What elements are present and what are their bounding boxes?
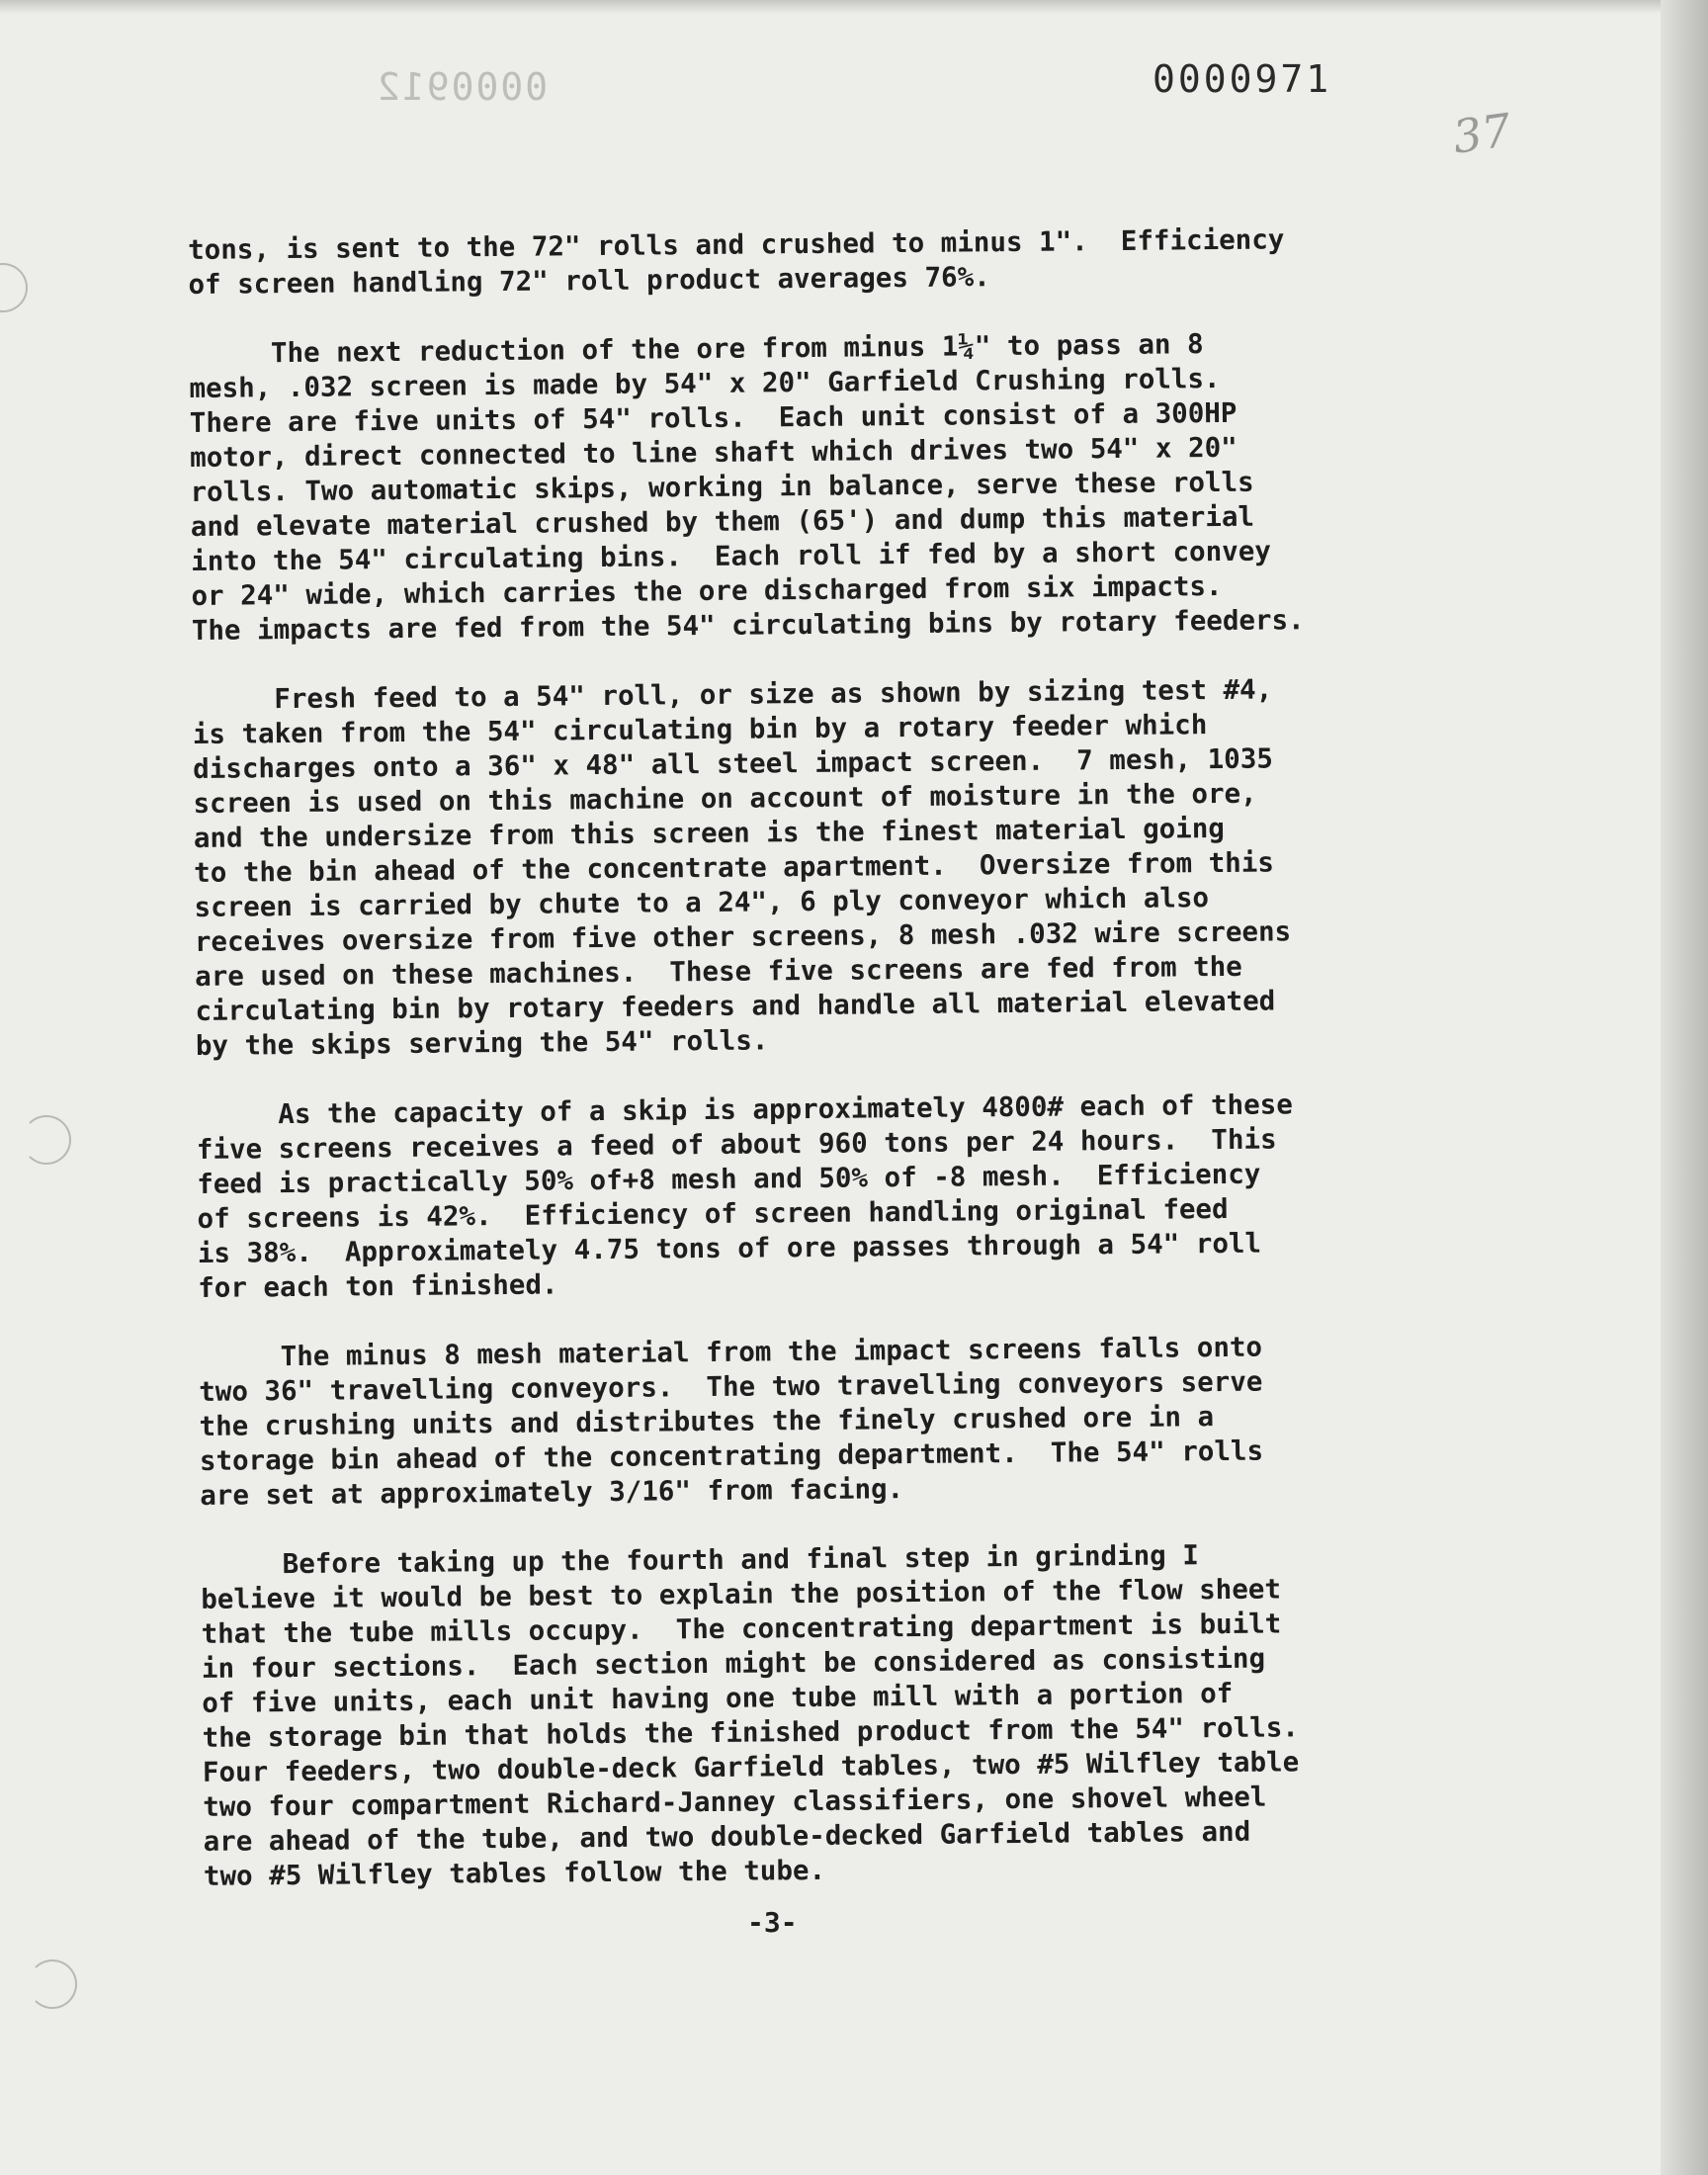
text-line: by the skips serving the 54" rolls. bbox=[195, 1024, 769, 1062]
paragraph-2 bbox=[189, 323, 1655, 649]
text-line: The minus 8 mesh material from the impact screens falls onto bbox=[198, 1331, 1263, 1373]
paragraph-4 bbox=[196, 1085, 1661, 1306]
text-line: There are five units of 54" rolls. Each unit consist of a 300HP bbox=[189, 396, 1238, 439]
text-line: the storage bin that holds the finished product from the 54" rolls. bbox=[202, 1711, 1299, 1754]
text-line: two 36" travelling conveyors. The two travelling conveyors serve bbox=[199, 1365, 1263, 1408]
text-line: As the capacity of a skip is approximately 4800# each of these bbox=[196, 1088, 1293, 1131]
text-line: into the 54" circulating bins. Each roll if fed by a short convey bbox=[191, 535, 1272, 577]
paragraph-6 bbox=[201, 1534, 1666, 1894]
text-line: storage bin ahead of the concentrating department. The 54" rolls bbox=[199, 1435, 1264, 1477]
text-line: two #5 Wilfley tables follow the tube. bbox=[203, 1854, 826, 1892]
paragraph-1 bbox=[188, 219, 1652, 303]
page-top-edge bbox=[0, 0, 1708, 14]
page-number: -3- bbox=[747, 1906, 798, 1939]
text-line: five screens receives a feed of about 960 tons per 24 hours. This bbox=[196, 1123, 1277, 1166]
text-line: of five units, each unit having one tube mill with a portion of bbox=[202, 1677, 1234, 1719]
text-line: to the bin ahead of the concentrate apartment. Oversize from this bbox=[194, 846, 1275, 889]
text-line: or 24" wide, which carries the ore discharged from six impacts. bbox=[191, 569, 1223, 612]
punch-hole-top bbox=[0, 263, 28, 312]
text-line: two four compartment Richard-Janney classifiers, one shovel wheel bbox=[203, 1781, 1267, 1823]
text-line: The impacts are fed from the 54" circulating bins by rotary feeders. bbox=[191, 604, 1305, 647]
text-line: receives oversize from five other screens, 8 mesh .032 wire screens bbox=[194, 915, 1292, 958]
text-line: the crushing units and distributes the finely crushed ore in a bbox=[199, 1401, 1215, 1442]
bleed-through-number: 0000912 bbox=[376, 65, 549, 109]
text-line: that the tube mills occupy. The concentrating department is built bbox=[201, 1608, 1282, 1650]
text-line: circulating bin by rotary feeders and handle all material elevated bbox=[195, 985, 1276, 1027]
paragraph-3 bbox=[192, 669, 1659, 1064]
text-line: discharges onto a 36" x 48" all steel impact screen. 7 mesh, 1035 bbox=[193, 742, 1274, 785]
text-line: motor, direct connected to line shaft which drives two 54" x 20" bbox=[190, 431, 1238, 474]
text-line: of screens is 42%. Efficiency of screen handling original feed bbox=[197, 1192, 1229, 1235]
text-line: Fresh feed to a 54" roll, or size as shown by sizing test #4, bbox=[192, 673, 1273, 716]
text-line: and the undersize from this screen is the finest material going bbox=[193, 812, 1226, 854]
punch-hole-bottom bbox=[28, 1959, 77, 2009]
text-line: for each ton finished. bbox=[198, 1268, 558, 1304]
text-line: are set at approximately 3/16" from facing. bbox=[200, 1473, 904, 1512]
text-line: Four feeders, two double-deck Garfield tables, two #5 Wilfley table bbox=[202, 1746, 1300, 1788]
paragraph-5 bbox=[199, 1327, 1664, 1514]
text-line: tons, is sent to the 72" rolls and crushed to minus 1". Efficiency bbox=[188, 223, 1285, 266]
text-line: feed is practically 50% of+8 mesh and 50% of -8 mesh. Efficiency bbox=[197, 1158, 1261, 1200]
text-line: is 38%. Approximately 4.75 tons of ore passes through a 54" roll bbox=[197, 1227, 1262, 1269]
handwritten-mark: 37 bbox=[1449, 103, 1515, 164]
punch-hole-middle bbox=[22, 1115, 71, 1165]
text-line: Before taking up the fourth and final step in grinding I bbox=[200, 1539, 1199, 1581]
document-number: 0000971 bbox=[1153, 57, 1332, 101]
text-line: are used on these machines. These five screens are fed from the bbox=[195, 950, 1242, 993]
text-line: believe it would be best to explain the position of the flow sheet bbox=[201, 1573, 1282, 1615]
text-line: rolls. Two automatic skips, working in balance, serve these rolls bbox=[190, 466, 1254, 508]
text-line: and elevate material crushed by them (65') and dump this material bbox=[190, 500, 1255, 543]
text-line: of screen handling 72" roll product averages 76%. bbox=[188, 261, 990, 301]
text-line: The next reduction of the ore from minus 1¼" to pass an 8 bbox=[189, 328, 1204, 370]
body-text bbox=[188, 219, 1666, 1929]
text-line: in four sections. Each section might be considered as consisting bbox=[201, 1642, 1266, 1685]
text-line: are ahead of the tube, and two double-decked Garfield tables and bbox=[203, 1815, 1251, 1858]
text-line: mesh, .032 screen is made by 54" x 20" Garfield Crushing rolls. bbox=[189, 362, 1221, 404]
text-line: screen is used on this machine on account of moisture in the ore, bbox=[193, 777, 1257, 820]
text-line: is taken from the 54" circulating bin by a rotary feeder which bbox=[192, 709, 1208, 750]
text-line: screen is carried by chute to a 24", 6 ply conveyor which also bbox=[194, 882, 1210, 923]
